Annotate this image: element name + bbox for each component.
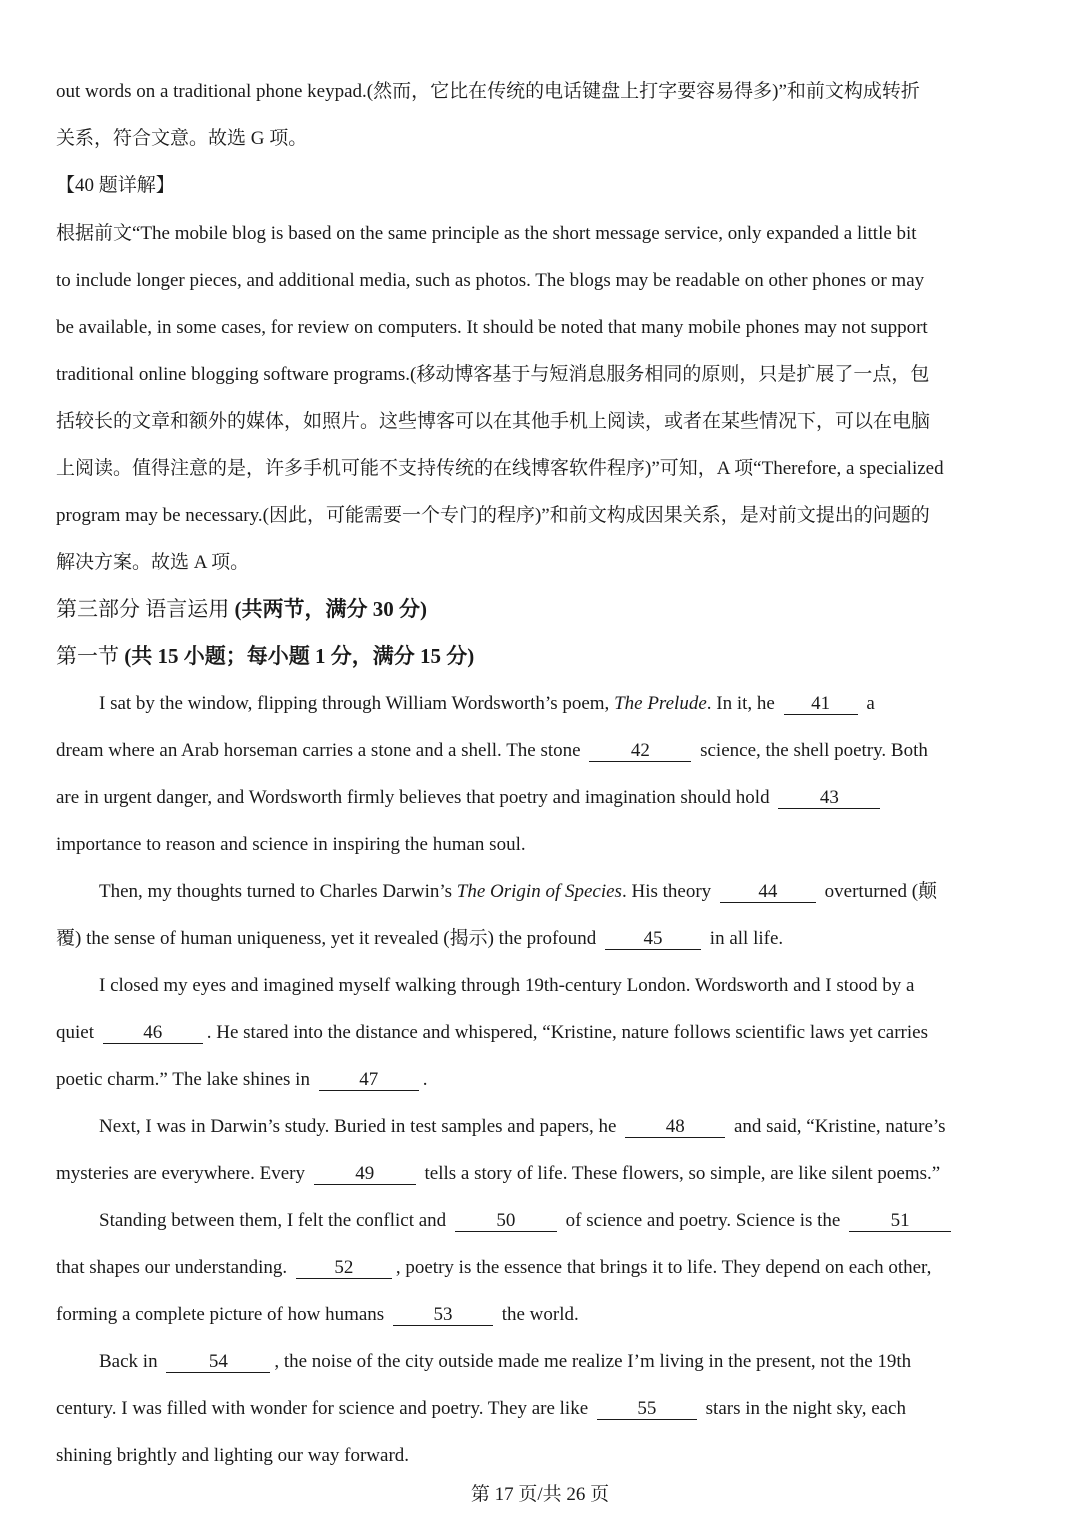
explanation-line: be available, in some cases, for review on computers. It should be noted that many mobile phones may not support [56,317,928,338]
blank-54: 54 [166,1352,270,1373]
blank-41: 41 [784,694,858,715]
explanation-line: program may be necessary.(因此，可能需要一个专门的程序)”和前文构成因果关系，是对前文提出的问题的 [56,505,930,526]
blank-50: 50 [455,1211,557,1232]
passage-line: I closed my eyes and imagined myself walking through 19th-century London. Wordsworth and I stood by a [99,975,915,996]
passage-line: dream where an Arab horseman carries a stone and a shell. The stone 42 science, the shell poetry. Both [56,740,928,761]
blank-48: 48 [625,1117,725,1138]
blank-42: 42 [589,741,691,762]
explanation-line: to include longer pieces, and additional media, such as photos. The blogs may be readable on other phones or may [56,270,925,291]
blank-44: 44 [720,882,816,903]
passage-line: Back in 54 , the noise of the city outside made me realize I’m living in the present, not the 19th [99,1351,912,1372]
passage-line: 覆) the sense of human uniqueness, yet it revealed (揭示) the profound 45 in all life. [56,928,784,949]
blank-55: 55 [597,1399,697,1420]
passage-line: Standing between them, I felt the conflict and 50 of science and poetry. Science is the 51 [99,1209,1044,1233]
explanation-line: 上阅读。值得注意的是，许多手机可能不支持传统的在线博客软件程序)”可知，A 项“Therefore, a specialized [56,458,944,479]
explanation-line: traditional online blogging software programs.(移动博客基于与短消息服务相同的原则，只是扩展了一点，包 [56,364,930,385]
poem-title: The Prelude [614,693,707,714]
blank-46: 46 [103,1023,203,1044]
passage-line: poetic charm.” The lake shines in 47 . [56,1069,428,1090]
blank-52: 52 [296,1258,392,1279]
section-title: 第一节 [56,644,125,668]
passage-line: I sat by the window, flipping through William Wordsworth’s poem, The Prelude. In it, he 41 a [99,693,875,714]
passage-line: shining brightly and lighting our way forward. [56,1445,410,1466]
blank-49: 49 [314,1164,416,1185]
explanation-line: 解决方案。故选 A 项。 [56,552,250,573]
passage-line: century. I was filled with wonder for science and poetry. They are like 55 stars in the night sky, each [56,1398,906,1419]
blank-47: 47 [319,1070,419,1091]
passage-line: Next, I was in Darwin’s study. Buried in test samples and papers, he 48 and said, “Kristine, nature’s [99,1116,946,1137]
section-one-heading [56,644,1044,668]
part-title: 第三部分 语言运用 [56,597,235,621]
explanation-line: out words on a traditional phone keypad.(然而，它比在传统的电话键盘上打字要容易得多)”和前文构成转折 [56,81,920,102]
explanation-line: 括较长的文章和额外的媒体，如照片。这些博客可以在其他手机上阅读，或者在某些情况下，可以在电脑 [56,411,931,432]
blank-45: 45 [605,929,701,950]
passage-line: mysteries are everywhere. Every 49 tells a story of life. These flowers, so simple, are like silent poems.” [56,1163,941,1184]
passage-line: Then, my thoughts turned to Charles Darwin’s The Origin of Species. His theory 44 overturned (颠 [99,881,938,902]
part-score: (共两节，满分 30 分) [234,597,427,621]
part-three-heading [56,597,1044,621]
blank-43: 43 [778,788,880,809]
section-score: (共 15 小题；每小题 1 分，满分 15 分) [124,644,475,668]
passage-line: forming a complete picture of how humans 53 the world. [56,1304,579,1325]
passage-line: importance to reason and science in inspiring the human soul. [56,834,526,855]
explanation-line: 根据前文“The mobile blog is based on the same principle as the short message service, only expanded a little bit [56,223,917,244]
page-number-footer: 第 17 页/共 26 页 [470,1484,610,1505]
passage-line: that shapes our understanding. 52 , poetry is the essence that brings it to life. They depend on each other, [56,1257,932,1278]
passage-line: are in urgent danger, and Wordsworth firmly believes that poetry and imagination should hold 43 [56,786,1044,810]
question-40-heading: 【40 题详解】 [56,175,175,196]
blank-51: 51 [849,1211,951,1232]
blank-53: 53 [393,1305,493,1326]
book-title: The Origin of Species [456,881,622,902]
explanation-line: 关系，符合文意。故选 G 项。 [56,128,308,149]
passage-line: quiet 46 . He stared into the distance and whispered, “Kristine, nature follows scientific laws yet carries [56,1022,928,1043]
